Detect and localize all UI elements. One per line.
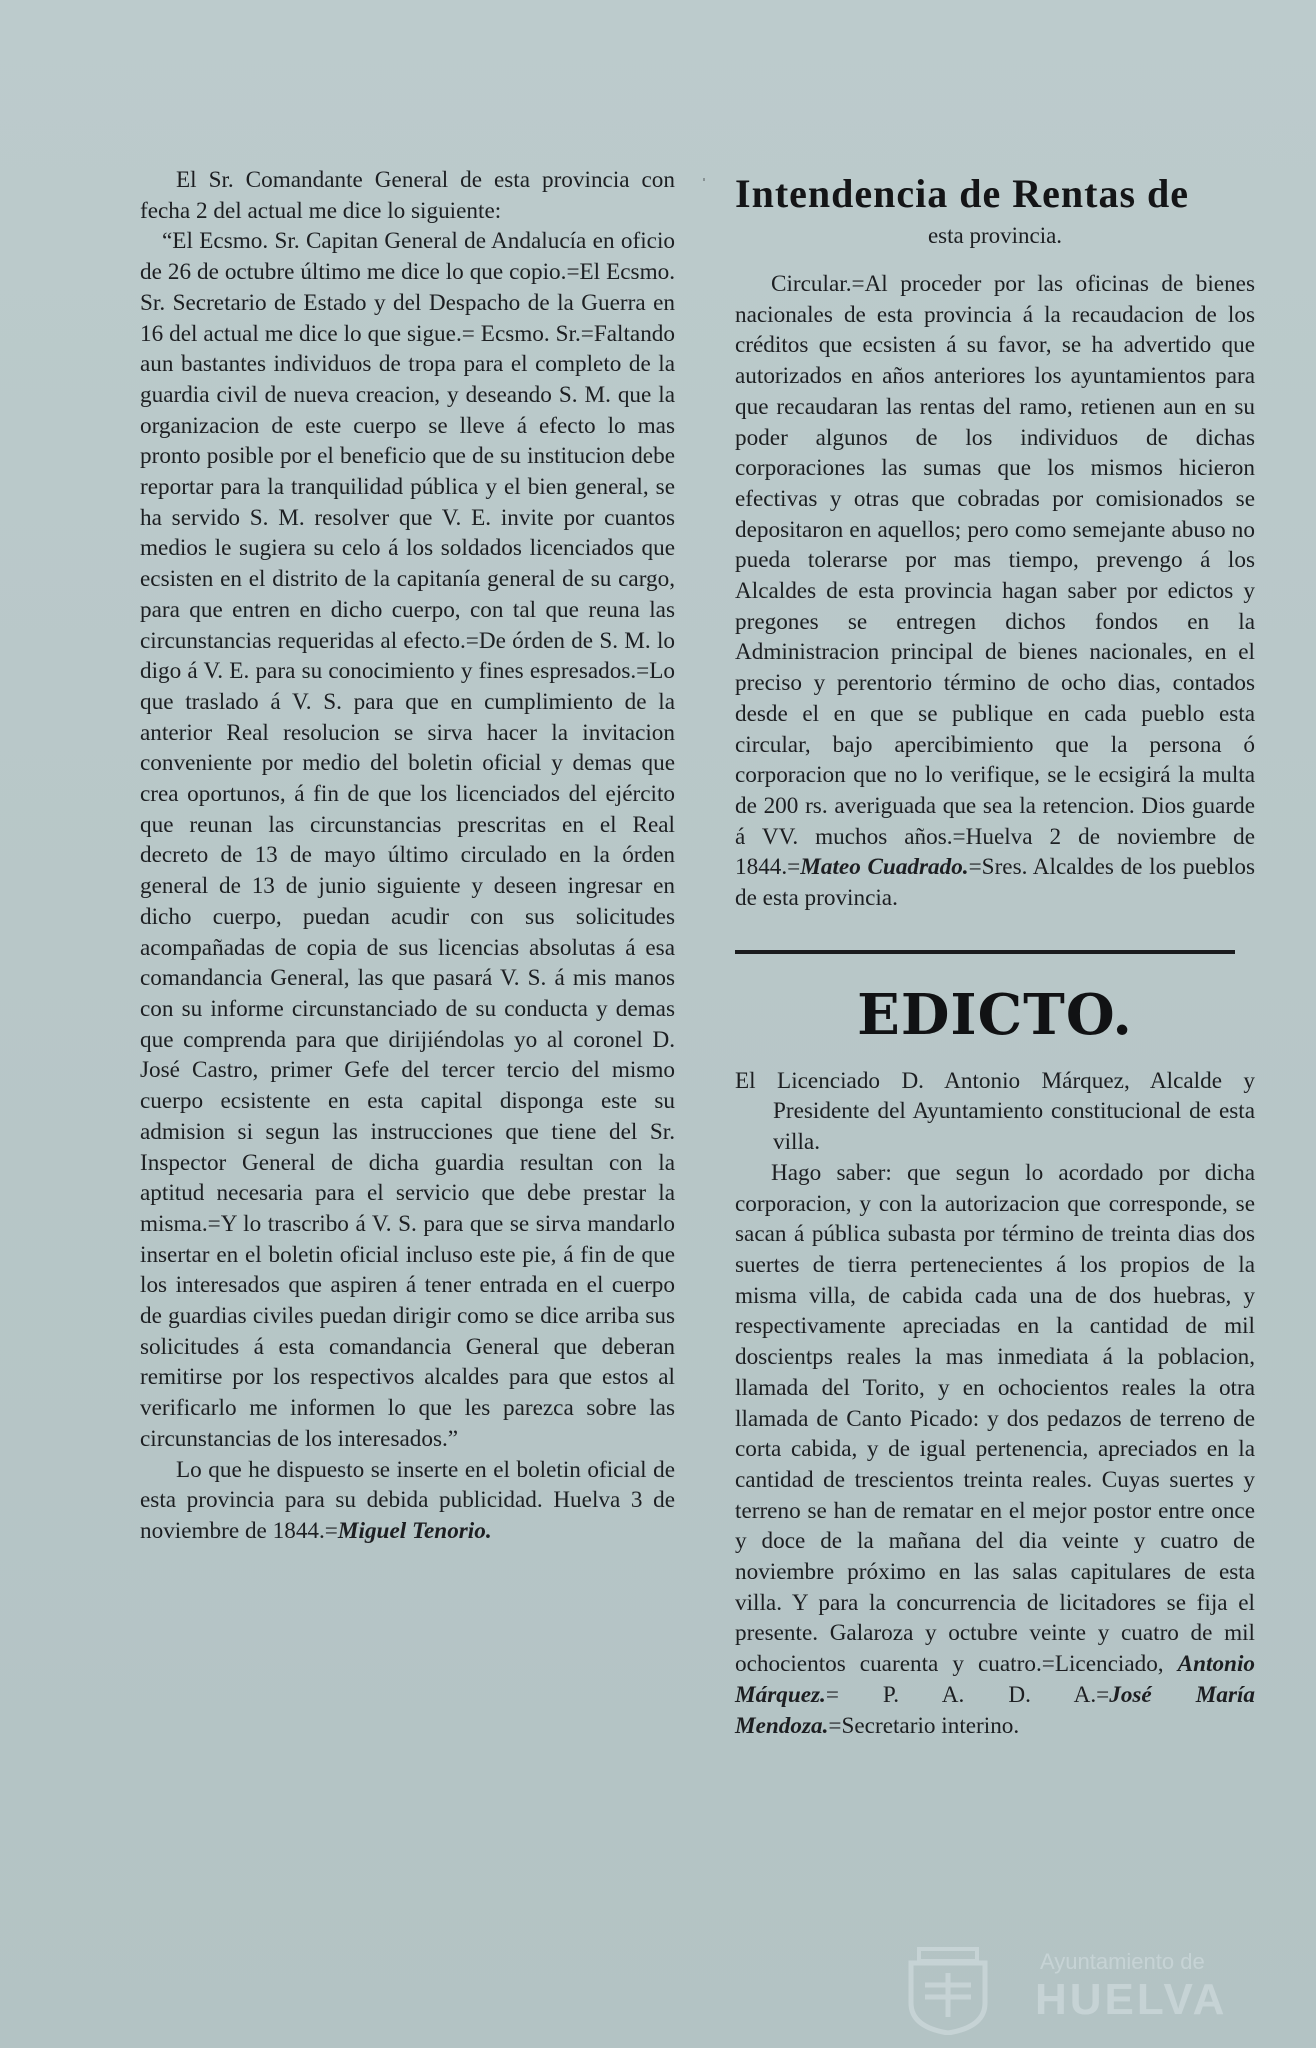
edicto-header: El Licenciado D. Antonio Márquez, Alcalde y Presidente del Ayuntamiento constitucional de esta villa. xyxy=(735,1067,1255,1156)
section-rule xyxy=(735,950,1235,954)
edicto-title: EDICTO. xyxy=(857,981,1133,1048)
circular-addressee: =Sres. Alcaldes de los pueblos de esta provincia. xyxy=(735,854,1255,912)
circular-block xyxy=(735,269,1255,914)
signature-tenorio: Miguel Tenorio. xyxy=(337,1517,492,1544)
circular-text: Circular.=Al proceder por las oficinas de bienes nacionales de esta provincia á la recaudacion de los créditos que ecsisten á su favor, se ha advertido que autorizados en años anteriores los ayuntamientos para que recaudaran las rentas del ramo, retienen aun en su poder algunos de los individuos de dichas corporaciones las sumas que los mismos hicieron efectivas y otras que cobradas por comisionados se depositaron en aquellos; pero como semejante abuso no pueda tolerarse por mas tiempo, prevengo á los Alcaldes de esta provincia hagan saber por edictos y pregones se entregen dichos fondos en la Administracion principal de bienes nacionales, en el preciso y perentorio término de ocho dias, contados desde el en que se publique en cada pueblo esta circular, bajo apercibimiento que la persona ó corporacion que no lo verifique, se le ecsigirá la multa de 200 rs. averiguada que sea la retencion. Dios guarde á VV. muchos años.=Huelva 2 de noviembre de 1844.= xyxy=(735,271,1255,881)
edicto-body-text: Hago saber: que segun lo acordado por dicha corporacion, y con la autorizacion que corresponde, se sacan á pública subasta por término de treinta dias dos suertes de tierra pertenecientes á los propios de la misma villa, de cabida cada una de dos huebras, y respectivamente apreciadas en la cantidad de mil doscientps reales la mas inmediata á la poblacion, llamada del Torito, y en ochocientos reales la otra llamada de Canto Picado: y dos pedazos de terreno de corta cabida, y de igual pertenencia, apreciados en la cantidad de trescientos treinta reales. Cuyas suertes y terreno se han de rematar en el mejor postor entre once y doce de la mañana del dia veinte y cuatro de noviembre próximo en las salas capitulares de esta villa. Y para la concurrencia de licitadores se fija el presente. Galaroza y octubre veinte y cuatro de mil ochocientos cuarenta y cuatro.=Licenciado, xyxy=(735,1159,1255,1678)
intendencia-heading: Intendencia de Rentas de xyxy=(735,171,1190,216)
column-divider xyxy=(703,178,705,1048)
edicto-block xyxy=(735,1066,1255,1741)
signature-marquez: Antonio Márquez. xyxy=(735,1651,1255,1708)
edicto-mid: = P. A. D. A.= xyxy=(825,1681,1110,1708)
edicto-end: =Secretario interino. xyxy=(828,1712,1020,1739)
circular-paragraph xyxy=(735,269,1255,914)
signature-mendoza: José María Mendoza. xyxy=(735,1681,1255,1739)
left-column xyxy=(140,165,675,1547)
closing-text: Lo que he dispuesto se inserte en el boletin oficial de esta provincia para su debida publicidad. Huelva 3 de noviembre de 1844.= xyxy=(140,1456,675,1544)
city-seal-icon xyxy=(905,1945,991,2035)
closing-paragraph xyxy=(140,1455,675,1547)
archive-watermark xyxy=(905,1945,1235,2035)
watermark-line1: Ayuntamiento de xyxy=(1040,1949,1205,1974)
signature-cuadrado: Mateo Cuadrado. xyxy=(800,854,969,881)
right-column xyxy=(735,170,1255,1741)
watermark-line2: HUELVA xyxy=(1035,1975,1228,2024)
intendencia-subheading: esta provincia. xyxy=(927,223,1063,248)
intro-paragraph: El Sr. Comandante General de esta provincia con fecha 2 del actual me dice lo siguiente: xyxy=(140,167,675,224)
edicto-body xyxy=(735,1158,1255,1741)
quoted-order: “El Ecsmo. Sr. Capitan General de Andalucía en oficio de 26 de octubre último me dice lo que copio.=El Ecsmo. Sr. Secretario de Estado y del Despacho de la Guerra en 16 del actual me dice lo que sigue.= Ecsmo. Sr.=Faltando aun bastantes individuos de tropa para el completo de la guardia civil de nueva creacion, y deseando S. M. que la organizacion de este cuerpo se lleve á efecto lo mas pronto posible por el beneficio que de su institucion debe reportar para la tranquilidad pública y el bien general, se ha servido S. M. resolver que V. E. invite por cuantos medios le sugiera su celo á los soldados licenciados que ecsisten en el distrito de la capitanía general de su cargo, para que entren en dicho cuerpo, con tal que reuna las circunstancias requeridas al efecto.=De órden de S. M. lo digo á V. E. para su conocimiento y fines espresados.=Lo que traslado á V. S. para que en cumplimiento de la anterior Real resolucion se sirva hacer la invitacion conveniente por medio del boletin oficial y demas que crea oportunos, á fin de que los licenciados del ejército que reunan las circunstancias prescritas en el Real decreto de 13 de mayo último circulado en la órden general de 13 de junio siguiente y deseen ingresar en dicho cuerpo, puedan acudir con sus solicitudes acompañadas de copia de sus licencias absolutas á esa comandancia General, las que pasará V. S. á mis manos con su informe circunstanciado de su conducta y demas que comprenda para que dirijiéndolas yo al coronel D. José Castro, primer Gefe del tercer tercio del mismo cuerpo ecsistente en esta capital disponga este su admision si segun las instrucciones que tiene del Sr. Inspector General de dicha guardia resultan con la aptitud necesaria para el servicio que debe prestar la misma.=Y lo trascribo á V. S. para que se sirva mandarlo insertar en el boletin oficial incluso este pie, á fin de que los interesados que aspiren á tener entrada en el cuerpo de guardias civiles puedan dirigir como se dice arriba sus solicitudes á esta comandancia General que deberan remitirse por los respectivos alcaldes para que estos al verificarlo me informen lo que les parezca sobre las circunstancias de los interesados.” xyxy=(140,228,675,1452)
left-column-text xyxy=(140,165,675,1547)
